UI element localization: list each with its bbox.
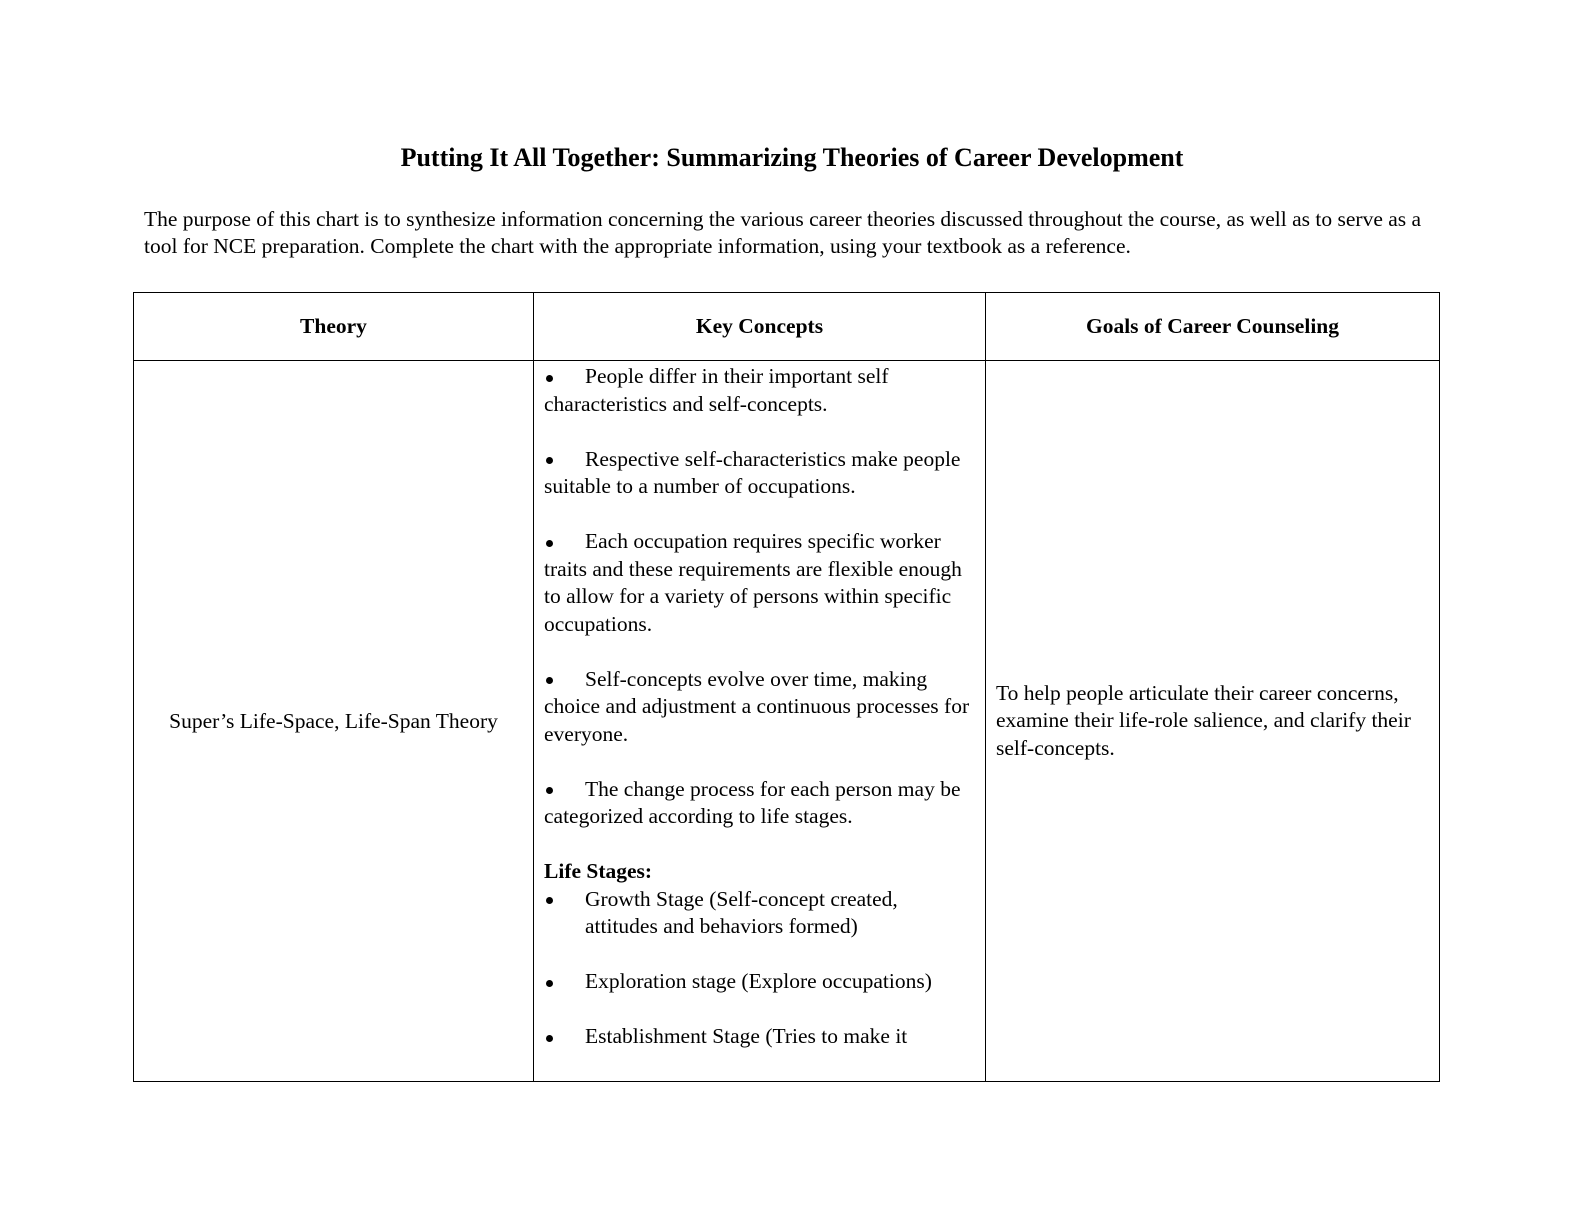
- life-stage-text: Establishment Stage (Tries to make it: [585, 1024, 908, 1048]
- life-stage-item: [544, 968, 975, 996]
- theory-cell: Super’s Life-Space, Life-Span Theory: [134, 361, 534, 1082]
- bullet-icon: [544, 363, 585, 391]
- bullet-icon: [544, 666, 585, 694]
- header-goals: Goals of Career Counseling: [986, 293, 1440, 361]
- key-concept-text: The change process for each person may be categorized according to life stages.: [544, 776, 961, 828]
- bullet-icon: [544, 968, 585, 996]
- table-header-row: [134, 293, 1440, 361]
- header-theory: Theory: [134, 293, 534, 361]
- goals-cell: To help people articulate their career concerns, examine their life-role salience, and clarify their self-concepts.: [986, 361, 1440, 1082]
- key-concept-item: [544, 446, 975, 501]
- life-stages-heading: Life Stages:: [544, 859, 653, 883]
- life-stage-text: Exploration stage (Explore occupations): [585, 969, 932, 993]
- key-concept-text: Respective self-characteristics make people suitable to a number of occupations.: [544, 446, 961, 498]
- bullet-icon: [544, 1023, 585, 1051]
- key-concept-item: [544, 666, 975, 749]
- key-concepts-list: [534, 361, 985, 1081]
- key-concept-item: [544, 776, 975, 831]
- key-concept-text: People differ in their important self characteristics and self-concepts.: [544, 364, 889, 416]
- key-concept-item: [544, 363, 975, 418]
- key-concept-text: Self-concepts evolve over time, making choice and adjustment a continuous processes for everyone.: [544, 666, 970, 746]
- table-row: [134, 361, 1440, 1082]
- life-stage-item: [544, 1023, 975, 1051]
- life-stage-text: Growth Stage (Self-concept created, attitudes and behaviors formed): [585, 886, 898, 938]
- key-concepts-cell: [534, 361, 986, 1082]
- bullet-icon: [544, 886, 585, 914]
- key-concept-item: [544, 528, 975, 638]
- bullet-icon: [544, 776, 585, 804]
- document-title: Putting It All Together: Summarizing Theories of Career Development: [400, 143, 1184, 172]
- bullet-icon: [544, 528, 585, 556]
- header-key-concepts: Key Concepts: [534, 293, 986, 361]
- key-concept-text: Each occupation requires specific worker traits and these requirements are flexible enough to allow for a variety of persons within specific occupations.: [544, 529, 962, 636]
- intro-paragraph: The purpose of this chart is to synthesize information concerning the various career theories discussed throughout the course, as well as to serve as a tool for NCE preparation. Complete the chart with the appropriate information, using your textbook as a reference.: [144, 207, 1422, 258]
- life-stage-item: [544, 886, 975, 941]
- bullet-icon: [544, 446, 585, 474]
- theories-table: [133, 292, 1440, 1082]
